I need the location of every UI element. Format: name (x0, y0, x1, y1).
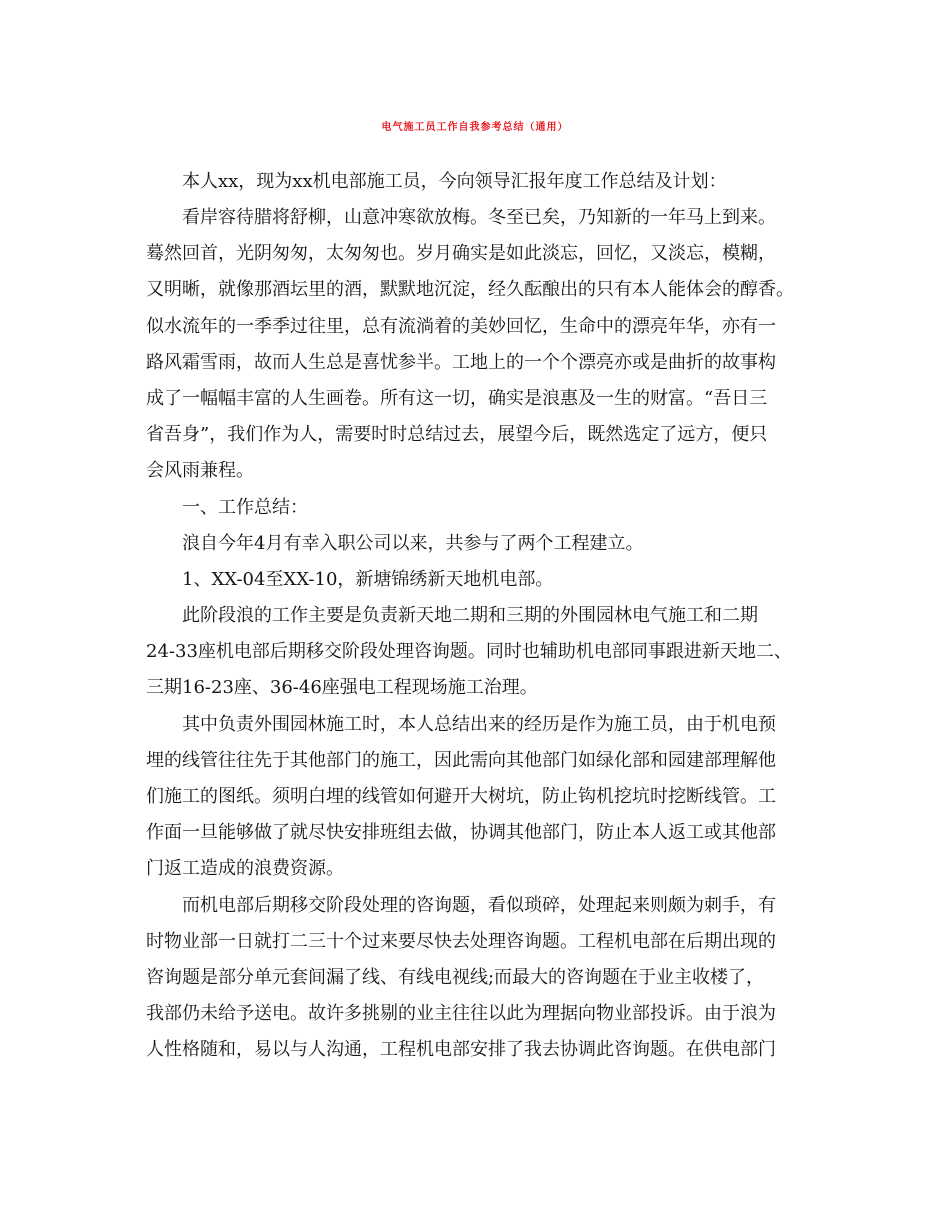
document-title: 电气施工员工作自我参考总结（通用） (381, 122, 569, 133)
paragraph-line: 咨询题是部分单元套间漏了线、有线电视线;而最大的咨询题在于业主收楼了， (146, 967, 765, 988)
paragraph-line: 埋的线管往往先于其他部门的施工，因此需向其他部门如绿化部和园建部理解他 (146, 750, 776, 771)
paragraph-line: 1、XX-04至XX-10，新塘锦绣新天地机电部。 (182, 569, 554, 590)
paragraph-line: 时物业部一日就打二三十个过来要尽快去处理咨询题。工程机电部在后期出现的 (146, 931, 776, 952)
paragraph-line: 省吾身”，我们作为人，需要时时总结过去，展望今后，既然选定了远方，便只 (146, 424, 768, 445)
paragraph-line: 又明晰，就像那酒坛里的酒，默默地沉淀，经久酝酿出的只有本人能体会的醇香。 (146, 279, 794, 300)
paragraph-line: 三期16-23座、36-46座强电工程现场施工治理。 (146, 677, 538, 698)
paragraph-line: 人性格随和，易以与人沟通，工程机电部安排了我去协调此咨询题。在供电部门 (146, 1039, 776, 1060)
paragraph-line: 我部仍未给予送电。故许多挑剔的业主往往以此为理据向物业部投诉。由于浪为 (146, 1003, 776, 1024)
paragraph-line: 本人xx，现为xx机电部施工员，今向领导汇报年度工作总结及计划： (182, 171, 727, 192)
paragraph-line: 似水流年的一季季过往里，总有流淌着的美妙回忆，生命中的漂亮年华，亦有一 (146, 316, 776, 337)
paragraph-line: 浪自今年4月有幸入职公司以来，共参与了两个工程建立。 (182, 533, 644, 554)
paragraph-line: 们施工的图纸。须明白埋的线管如何避开大树坑，防止钩机挖坑时挖断线管。工 (146, 786, 776, 807)
paragraph-line: 其中负责外围园林施工时，本人总结出来的经历是作为施工员，由于机电预 (182, 714, 776, 735)
paragraph-line: 24-33座机电部后期移交阶段处理咨询题。同时也辅助机电部同事跟进新天地二、 (146, 641, 792, 662)
paragraph-line: 此阶段浪的工作主要是负责新天地二期和三期的外围园林电气施工和二期 (182, 605, 758, 626)
paragraph-line: 作面一旦能够做了就尽快安排班组去做，协调其他部门，防止本人返工或其他部 (146, 822, 776, 843)
paragraph-line: 而机电部后期移交阶段处理的咨询题，看似琐碎，处理起来则颇为刺手，有 (182, 895, 776, 916)
paragraph-line: 蓦然回首，光阴匆匆，太匆匆也。岁月确实是如此淡忘，回忆，又淡忘，模糊， (146, 243, 776, 264)
section-heading: 一、工作总结： (182, 497, 308, 518)
paragraph-line: 路风霜雪雨，故而人生总是喜忧参半。工地上的一个个漂亮亦或是曲折的故事构 (146, 352, 776, 373)
paragraph-line: 会风雨兼程。 (146, 460, 254, 481)
paragraph-line: 成了一幅幅丰富的人生画卷。所有这一切，确实是浪惠及一生的财富。“吾日三 (146, 388, 768, 409)
paragraph-line: 门返工造成的浪费资源。 (146, 858, 344, 879)
paragraph-line: 看岸容待腊将舒柳，山意冲寒欲放梅。冬至已矣，乃知新的一年马上到来。 (182, 207, 776, 228)
